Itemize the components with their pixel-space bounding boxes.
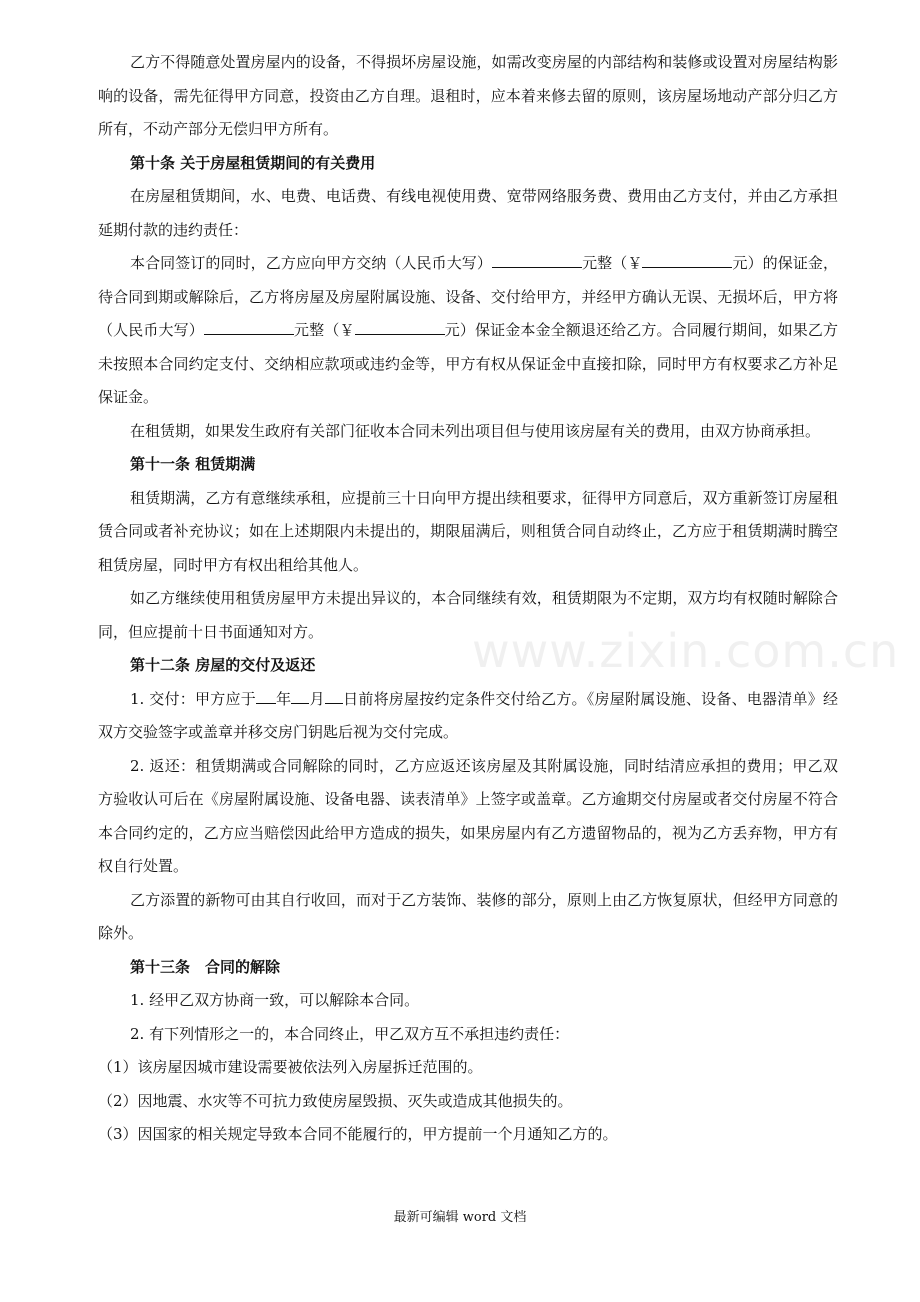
day-blank bbox=[325, 688, 343, 704]
heading-article-11: 第十一条 租赁期满 bbox=[130, 455, 256, 473]
year-blank bbox=[256, 688, 276, 704]
page-footer: 最新可编辑 word 文档 bbox=[393, 1210, 527, 1225]
heading-article-12: 第十二条 房屋的交付及返还 bbox=[130, 656, 316, 674]
paragraph-indefinite-term: 如乙方继续使用租赁房屋甲方未提出异议的，本合同继续有效，租赁期限为不定期，双方均有权随时解除合同，但应提前十日书面通知对方。 bbox=[98, 589, 838, 641]
deposit-text-c: 元）的保证金，待合同到期或解除后，乙方将房屋及房屋附属设施、设备、交付给甲方，并经甲方确认无误、无损坏后，甲方将（人民币大写） bbox=[98, 254, 838, 339]
deposit-amount-blank bbox=[492, 252, 582, 268]
list-item-force-majeure: （2）因地震、水灾等不可抗力致使房屋毁损、灭失或造成其他损失的。 bbox=[98, 1091, 573, 1110]
watermark: www.zixin.com.cn bbox=[472, 624, 900, 678]
list-item-regulation: （3）因国家的相关规定导致本合同不能履行的，甲方提前一个月通知乙方的。 bbox=[98, 1125, 618, 1143]
deposit-text-b: 元整（￥ bbox=[581, 254, 643, 272]
list-item-demolition: （1）该房屋因城市建设需要被依法列入房屋拆迁范围的。 bbox=[98, 1058, 483, 1076]
delivery-text-month: 月 bbox=[309, 689, 325, 708]
delivery-text-b: 日前将房屋按约定条件交付给乙方。《房屋附属设施、设备、电器清单》经双方交验签字或盖章并移交房门钥匙后视为交付完成。 bbox=[98, 689, 838, 741]
paragraph-equipment: 乙方不得随意处置房屋内的设备，不得损坏房屋设施，如需改变房屋的内部结构和装修或设置对房屋结构影响的设备，需先征得甲方同意，投资由乙方自理。退租时，应本着来修去留的原则，该房屋场地动产部分归乙方所有，不动产部分无偿归甲方所有。 bbox=[98, 53, 838, 138]
delivery-text-a: 1. 交付：甲方应于 bbox=[130, 689, 256, 708]
deposit-text-e: 元）保证金本金全额退还给乙方。合同履行期间，如果乙方未按照本合同约定支付、交纳相应款项或违约金等，甲方有权从保证金中直接扣除，同时甲方有权要求乙方补足保证金。 bbox=[98, 321, 838, 406]
paragraph-deposit bbox=[98, 247, 838, 415]
paragraph-delivery bbox=[98, 683, 838, 750]
heading-article-13: 第十三条 合同的解除 bbox=[130, 957, 281, 976]
refund-amount-blank bbox=[204, 319, 294, 335]
paragraph-mutual-termination: 1. 经甲乙双方协商一致，可以解除本合同。 bbox=[130, 991, 420, 1009]
refund-yuan-blank bbox=[355, 319, 445, 335]
delivery-text-year: 年 bbox=[275, 689, 292, 708]
paragraph-lease-renewal: 租赁期满，乙方有意继续承租，应提前三十日向甲方提出续租要求，征得甲方同意后，双方重新签订房屋租赁合同或者补充协议；如在上述期限内未提出的，期限届满后，则租赁合同自动终止，乙方应于租赁期满时腾空租赁房屋，同时甲方有权出租给其他人。 bbox=[98, 488, 838, 574]
heading-article-10: 第十条 关于房屋租赁期间的有关费用 bbox=[130, 153, 376, 172]
deposit-text-a: 本合同签订的同时，乙方应向甲方交纳（人民币大写） bbox=[130, 254, 492, 272]
paragraph-government-fees: 在租赁期，如果发生政府有关部门征收本合同未列出项目但与使用该房屋有关的费用，由双方协商承担。 bbox=[130, 421, 821, 440]
paragraph-utility-fees: 在房屋租赁期间，水、电费、电话费、有线电视使用费、宽带网络服务费、费用由乙方支付，并由乙方承担延期付款的违约责任： bbox=[98, 187, 838, 239]
deposit-yuan-blank bbox=[642, 252, 732, 268]
paragraph-termination-cases: 2. 有下列情形之一的，本合同终止，甲乙双方互不承担违约责任： bbox=[130, 1024, 570, 1043]
paragraph-additions: 乙方添置的新物可由其自行收回，而对于乙方装饰、装修的部分，原则上由乙方恢复原状，但经甲方同意的除外。 bbox=[98, 890, 838, 942]
month-blank bbox=[291, 688, 309, 704]
deposit-text-d: 元整（￥ bbox=[293, 321, 355, 339]
paragraph-return: 2. 返还：租赁期满或合同解除的同时，乙方应返还该房屋及其附属设施，同时结清应承担的费用；甲乙双方验收认可后在《房屋附属设施、设备电器、读表清单》上签字或盖章。乙方逾期交付房屋或者交付房屋不符合本合同约定的，乙方应当赔偿因此给甲方造成的损失，如果房屋内有乙方遗留物品的，视为乙方丢弃物，甲方有权自行处置。 bbox=[98, 756, 838, 875]
document-body bbox=[98, 46, 838, 1152]
